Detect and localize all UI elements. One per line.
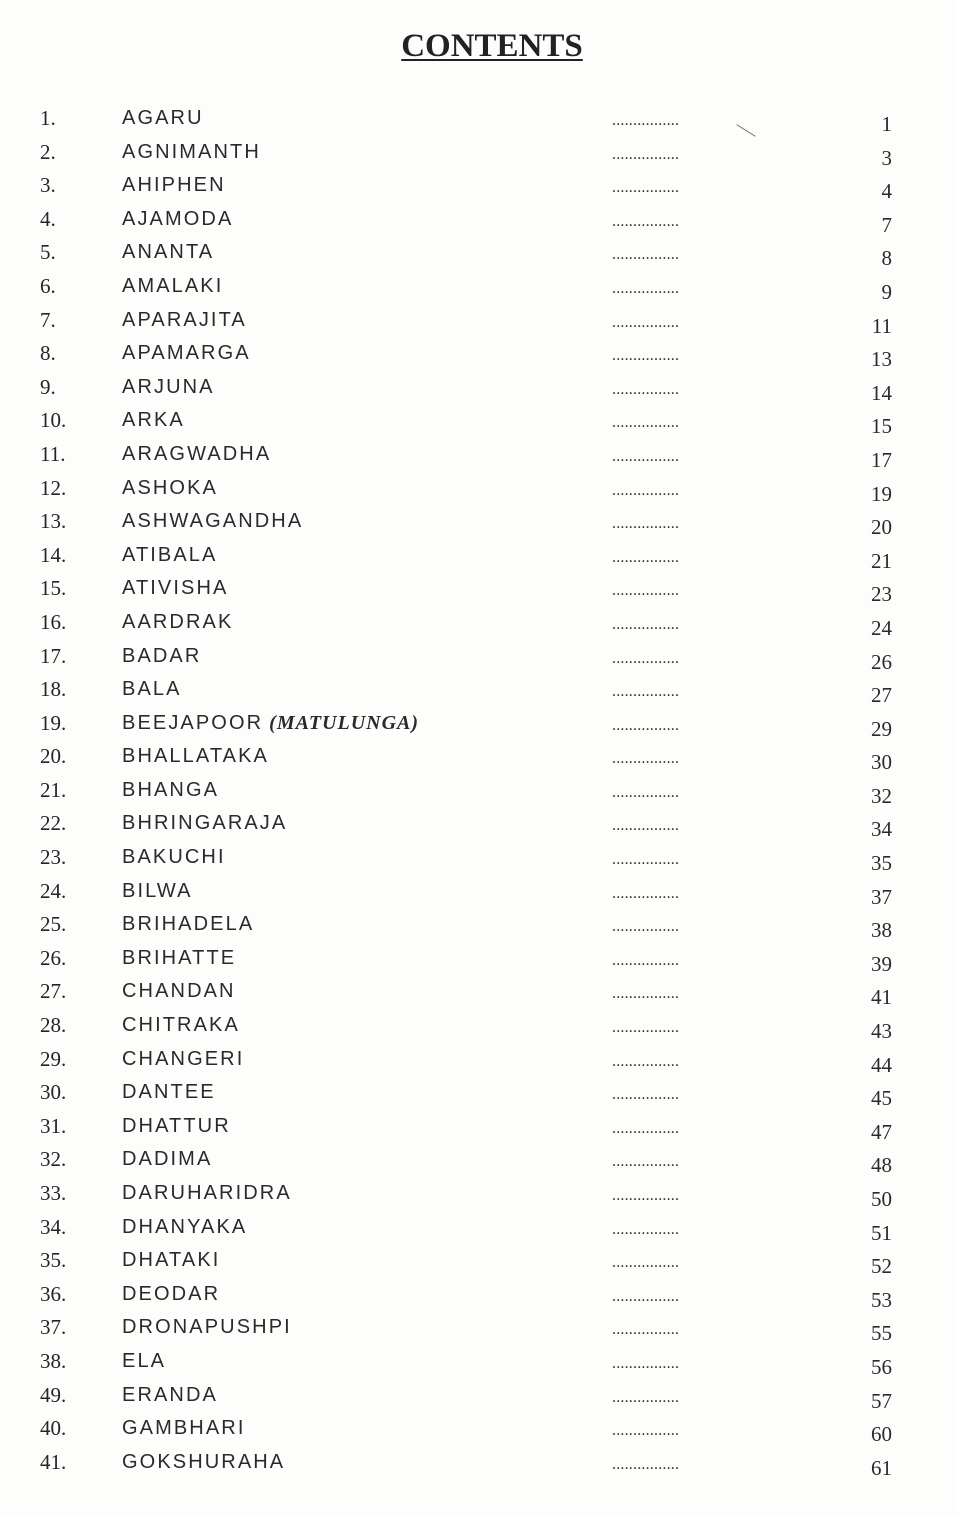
entry-title-text: AGNIMANTH [122, 140, 261, 163]
entry-number: 26. [40, 945, 67, 970]
toc-entry [0, 1379, 958, 1413]
entry-number: 28. [40, 1013, 67, 1038]
entry-page-number: 27 [871, 683, 892, 708]
entry-number: 4. [40, 206, 56, 231]
entry-title-text: DHANYAKA [122, 1215, 248, 1238]
toc-entry [0, 1143, 958, 1177]
dot-leader: ................ [612, 145, 680, 163]
entry-title-text: BEEJAPOOR [122, 711, 264, 734]
entry-title [122, 1311, 292, 1345]
entry-title [122, 707, 419, 741]
toc-entry [0, 1043, 958, 1077]
toc-entry [0, 136, 958, 170]
dot-leader: ................ [612, 817, 680, 835]
entry-title-text: AARDRAK [122, 610, 234, 633]
entry-title-text: CHANDAN [122, 980, 236, 1003]
entry-page-number: 29 [871, 716, 892, 741]
toc-entry [0, 908, 958, 942]
entry-title-text: DHATTUR [122, 1114, 231, 1137]
dot-leader: ................ [612, 750, 680, 768]
entry-page-number: 53 [871, 1287, 892, 1312]
entry-title-text: ATIBALA [122, 543, 218, 566]
entry-title [122, 1076, 216, 1110]
entry-title [122, 505, 303, 539]
entry-page-number: 17 [871, 447, 892, 472]
dot-leader: ................ [612, 1052, 680, 1070]
entry-page-number: 45 [871, 1086, 892, 1111]
toc-entry [0, 606, 958, 640]
dot-leader: ................ [612, 447, 680, 465]
entry-page-number: 15 [871, 414, 892, 439]
entry-page-number: 41 [871, 985, 892, 1010]
entry-title [122, 841, 226, 875]
entry-page-number: 44 [871, 1052, 892, 1077]
toc-entry [0, 1110, 958, 1144]
entry-page-number: 35 [871, 851, 892, 876]
entry-title [122, 371, 215, 405]
entry-title-text: ELA [122, 1349, 167, 1372]
entry-title-text: BHALLATAKA [122, 745, 269, 768]
entry-number: 36. [40, 1281, 67, 1306]
entry-title-text: BRIHADELA [122, 913, 255, 936]
entry-number: 49. [40, 1382, 67, 1407]
entry-title [122, 1244, 220, 1278]
dot-leader: ................ [612, 1287, 680, 1305]
entry-number: 17. [40, 643, 67, 668]
entry-title [122, 438, 271, 472]
entry-title-text: AMALAKI [122, 274, 224, 297]
toc-entry [0, 875, 958, 909]
entry-title-text: DEODAR [122, 1282, 221, 1305]
toc-entry [0, 841, 958, 875]
dot-leader: ................ [612, 279, 680, 297]
entry-number: 25. [40, 912, 67, 937]
entry-number: 13. [40, 509, 67, 534]
entry-number: 5. [40, 240, 56, 265]
toc-entry [0, 438, 958, 472]
entry-title [122, 304, 247, 338]
dot-leader: ................ [612, 212, 680, 230]
dot-leader: ................ [612, 1354, 680, 1372]
dot-leader: ................ [612, 1254, 680, 1272]
dot-leader: ................ [612, 548, 680, 566]
dot-leader: ................ [612, 851, 680, 869]
toc-entry [0, 169, 958, 203]
entry-page-number: 30 [871, 750, 892, 775]
entry-title [122, 203, 233, 237]
entry-title [122, 975, 236, 1009]
entry-title-text: DADIMA [122, 1148, 213, 1171]
toc-entry [0, 1211, 958, 1245]
toc-entry [0, 304, 958, 338]
entry-page-number: 8 [881, 246, 892, 271]
page-title: CONTENTS [401, 28, 583, 64]
entry-title [122, 1110, 231, 1144]
entry-title [122, 1009, 240, 1043]
entry-title-text: BRIHATTE [122, 946, 237, 969]
entry-page-number: 32 [871, 783, 892, 808]
entry-title-text: ARKA [122, 409, 185, 432]
entry-number: 1. [40, 106, 56, 130]
toc-entry [0, 1244, 958, 1278]
toc-entry [0, 404, 958, 438]
entry-page-number: 43 [871, 1019, 892, 1044]
entry-title-text: CHANGERI [122, 1047, 245, 1070]
entry-title [122, 1379, 218, 1413]
entry-number: 34. [40, 1214, 67, 1239]
toc-entry [0, 1009, 958, 1043]
dot-leader: ................ [612, 481, 680, 499]
dot-leader: ................ [612, 515, 680, 533]
entry-page-number: 37 [871, 884, 892, 909]
dot-leader: ................ [612, 246, 680, 264]
toc-entry [0, 740, 958, 774]
dot-leader: ................ [612, 783, 680, 801]
entry-page-number: 52 [871, 1254, 892, 1279]
entry-title [122, 539, 217, 573]
dot-leader: ................ [612, 347, 680, 365]
entry-alternate-name: (MATULUNGA) [269, 711, 420, 734]
entry-number: 2. [40, 139, 56, 164]
entry-title-text: DHATAKI [122, 1249, 221, 1272]
entry-number: 30. [40, 1080, 67, 1105]
entry-title-text: ANANTA [122, 241, 215, 264]
entry-title [122, 270, 223, 304]
entry-title [122, 807, 287, 841]
entry-title [122, 1345, 166, 1379]
entry-title-text: BALA [122, 678, 182, 701]
entry-title [122, 472, 218, 506]
dot-leader: ................ [612, 414, 680, 432]
entry-page-number: 48 [871, 1153, 892, 1178]
toc-entry [0, 1076, 958, 1110]
entry-title-text: BHRINGARAJA [122, 812, 288, 835]
entry-title-text: AJAMODA [122, 207, 234, 230]
toc-entry [0, 942, 958, 976]
entry-title [122, 337, 251, 371]
dot-leader: ................ [612, 582, 680, 600]
entry-title [122, 1278, 220, 1312]
entry-page-number: 23 [871, 582, 892, 607]
entry-title-text: AHIPHEN [122, 174, 226, 197]
entry-title-text: BAKUCHI [122, 846, 226, 869]
toc-entry [0, 572, 958, 606]
dot-leader: ................ [612, 112, 680, 129]
entry-page-number: 60 [871, 1422, 892, 1447]
entry-title-text: GOKSHURAHA [122, 1450, 286, 1473]
table-of-contents [0, 102, 958, 1479]
entry-title-text: DANTEE [122, 1081, 216, 1104]
entry-number: 11. [40, 441, 66, 466]
dot-leader: ................ [612, 1321, 680, 1339]
entry-title-text: ATIVISHA [122, 577, 229, 600]
dot-leader: ................ [612, 918, 680, 936]
entry-title [122, 673, 182, 707]
entry-title-text: GAMBHARI [122, 1417, 246, 1440]
entry-title [122, 606, 233, 640]
dot-leader: ................ [612, 615, 680, 633]
entry-page-number: 24 [871, 615, 892, 640]
toc-entry [0, 371, 958, 405]
entry-page-number: 9 [881, 279, 892, 304]
entry-number: 10. [40, 408, 67, 433]
toc-entry [0, 539, 958, 573]
toc-entry [0, 337, 958, 371]
entry-page-number: 4 [881, 179, 892, 204]
dot-leader: ................ [612, 1086, 680, 1104]
toc-entry [0, 975, 958, 1009]
entry-page-number: 1 [881, 112, 892, 136]
entry-title-text: DARUHARIDRA [122, 1182, 292, 1204]
entry-page-number: 3 [881, 145, 892, 170]
dot-leader: ................ [612, 1019, 680, 1037]
dot-leader: ................ [612, 951, 680, 969]
entry-number: 14. [40, 542, 67, 567]
toc-entry [0, 707, 958, 741]
entry-page-number: 39 [871, 951, 892, 976]
entry-page-number: 21 [871, 548, 892, 573]
entry-page-number: 50 [871, 1187, 892, 1211]
dot-leader: ................ [612, 683, 680, 701]
entry-number: 40. [40, 1416, 67, 1441]
toc-entry [0, 673, 958, 707]
entry-number: 6. [40, 273, 56, 298]
entry-title [122, 875, 193, 909]
dot-leader: ................ [612, 1220, 680, 1238]
entry-title [122, 136, 261, 170]
entry-title [122, 102, 204, 136]
entry-number: 15. [40, 576, 67, 601]
entry-title-text: DRONAPUSHPI [122, 1316, 292, 1339]
entry-page-number: 7 [881, 212, 892, 237]
entry-number: 3. [40, 173, 56, 198]
toc-entry [0, 236, 958, 270]
toc-entry [0, 1446, 958, 1480]
entry-title-text: ARAGWADHA [122, 442, 272, 465]
entry-title [122, 169, 226, 203]
entry-page-number: 55 [871, 1321, 892, 1346]
entry-number: 37. [40, 1315, 67, 1340]
toc-entry [0, 1311, 958, 1345]
entry-number: 16. [40, 609, 67, 634]
entry-title-text: CHITRAKA [122, 1014, 240, 1037]
entry-number: 33. [40, 1181, 67, 1205]
entry-number: 38. [40, 1348, 67, 1373]
entry-title [122, 1412, 245, 1446]
toc-entry [0, 203, 958, 237]
entry-page-number: 13 [871, 347, 892, 372]
dot-leader: ................ [612, 716, 680, 734]
entry-page-number: 34 [871, 817, 892, 842]
entry-number: 7. [40, 307, 56, 332]
entry-page-number: 14 [871, 380, 892, 405]
dot-leader: ................ [612, 1388, 680, 1406]
dot-leader: ................ [612, 884, 680, 902]
entry-title [122, 908, 254, 942]
entry-page-number: 19 [871, 481, 892, 506]
entry-page-number: 61 [871, 1455, 892, 1480]
entry-number: 27. [40, 979, 67, 1004]
entry-number: 9. [40, 374, 56, 399]
entry-number: 12. [40, 475, 67, 500]
entry-number: 41. [40, 1449, 67, 1474]
entry-number: 32. [40, 1147, 67, 1172]
entry-page-number: 51 [871, 1220, 892, 1245]
entry-title [122, 942, 236, 976]
toc-entry [0, 505, 958, 539]
toc-entry [0, 102, 958, 136]
dot-leader: ................ [612, 649, 680, 667]
entry-title [122, 1143, 212, 1177]
entry-title [122, 1043, 244, 1077]
entry-number: 35. [40, 1248, 67, 1273]
entry-number: 20. [40, 744, 67, 769]
entry-title [122, 1211, 247, 1245]
dot-leader: ................ [612, 179, 680, 197]
entry-title-text: ASHOKA [122, 476, 218, 499]
entry-number: 24. [40, 878, 67, 903]
toc-entry [0, 640, 958, 674]
entry-number: 21. [40, 777, 67, 802]
dot-leader: ................ [612, 313, 680, 331]
entry-number: 18. [40, 677, 67, 702]
entry-title-text: BILWA [122, 879, 193, 902]
entry-page-number: 26 [871, 649, 892, 674]
toc-entry [0, 1345, 958, 1379]
entry-title [122, 774, 219, 808]
toc-entry [0, 1278, 958, 1312]
entry-title [122, 740, 269, 774]
entry-page-number: 56 [871, 1354, 892, 1379]
entry-number: 29. [40, 1046, 67, 1071]
dot-leader: ................ [612, 1119, 680, 1137]
entry-number: 19. [40, 710, 67, 735]
entry-page-number: 20 [871, 515, 892, 540]
dot-leader: ................ [612, 985, 680, 1003]
entry-title [122, 572, 228, 606]
entry-title [122, 236, 214, 270]
entry-number: 23. [40, 845, 67, 870]
entry-title-text: APAMARGA [122, 342, 251, 365]
entry-title [122, 640, 201, 674]
entry-title-text: BADAR [122, 644, 202, 667]
toc-entry [0, 774, 958, 808]
entry-number: 8. [40, 341, 56, 366]
entry-title [122, 1446, 285, 1480]
entry-title [122, 404, 185, 438]
entry-number: 22. [40, 811, 67, 836]
toc-entry [0, 807, 958, 841]
dot-leader: ................ [612, 1153, 680, 1171]
entry-page-number: 57 [871, 1388, 892, 1413]
entry-page-number: 11 [871, 313, 892, 338]
dot-leader: ................ [612, 1422, 680, 1440]
dot-leader: ................ [612, 380, 680, 398]
entry-number: 31. [40, 1113, 67, 1138]
entry-title [122, 1177, 292, 1211]
entry-title-text: BHANGA [122, 778, 220, 801]
entry-title-text: ERANDA [122, 1383, 218, 1406]
toc-entry [0, 1177, 958, 1211]
toc-entry [0, 270, 958, 304]
toc-entry [0, 472, 958, 506]
entry-title-text: APARAJITA [122, 308, 247, 331]
toc-entry [0, 1412, 958, 1446]
entry-page-number: 47 [871, 1119, 892, 1144]
entry-title-text: ARJUNA [122, 375, 215, 398]
dot-leader: ................ [612, 1187, 680, 1204]
entry-title-text: AGARU [122, 107, 204, 129]
dot-leader: ................ [612, 1455, 680, 1473]
entry-page-number: 38 [871, 918, 892, 943]
entry-title-text: ASHWAGANDHA [122, 510, 304, 533]
